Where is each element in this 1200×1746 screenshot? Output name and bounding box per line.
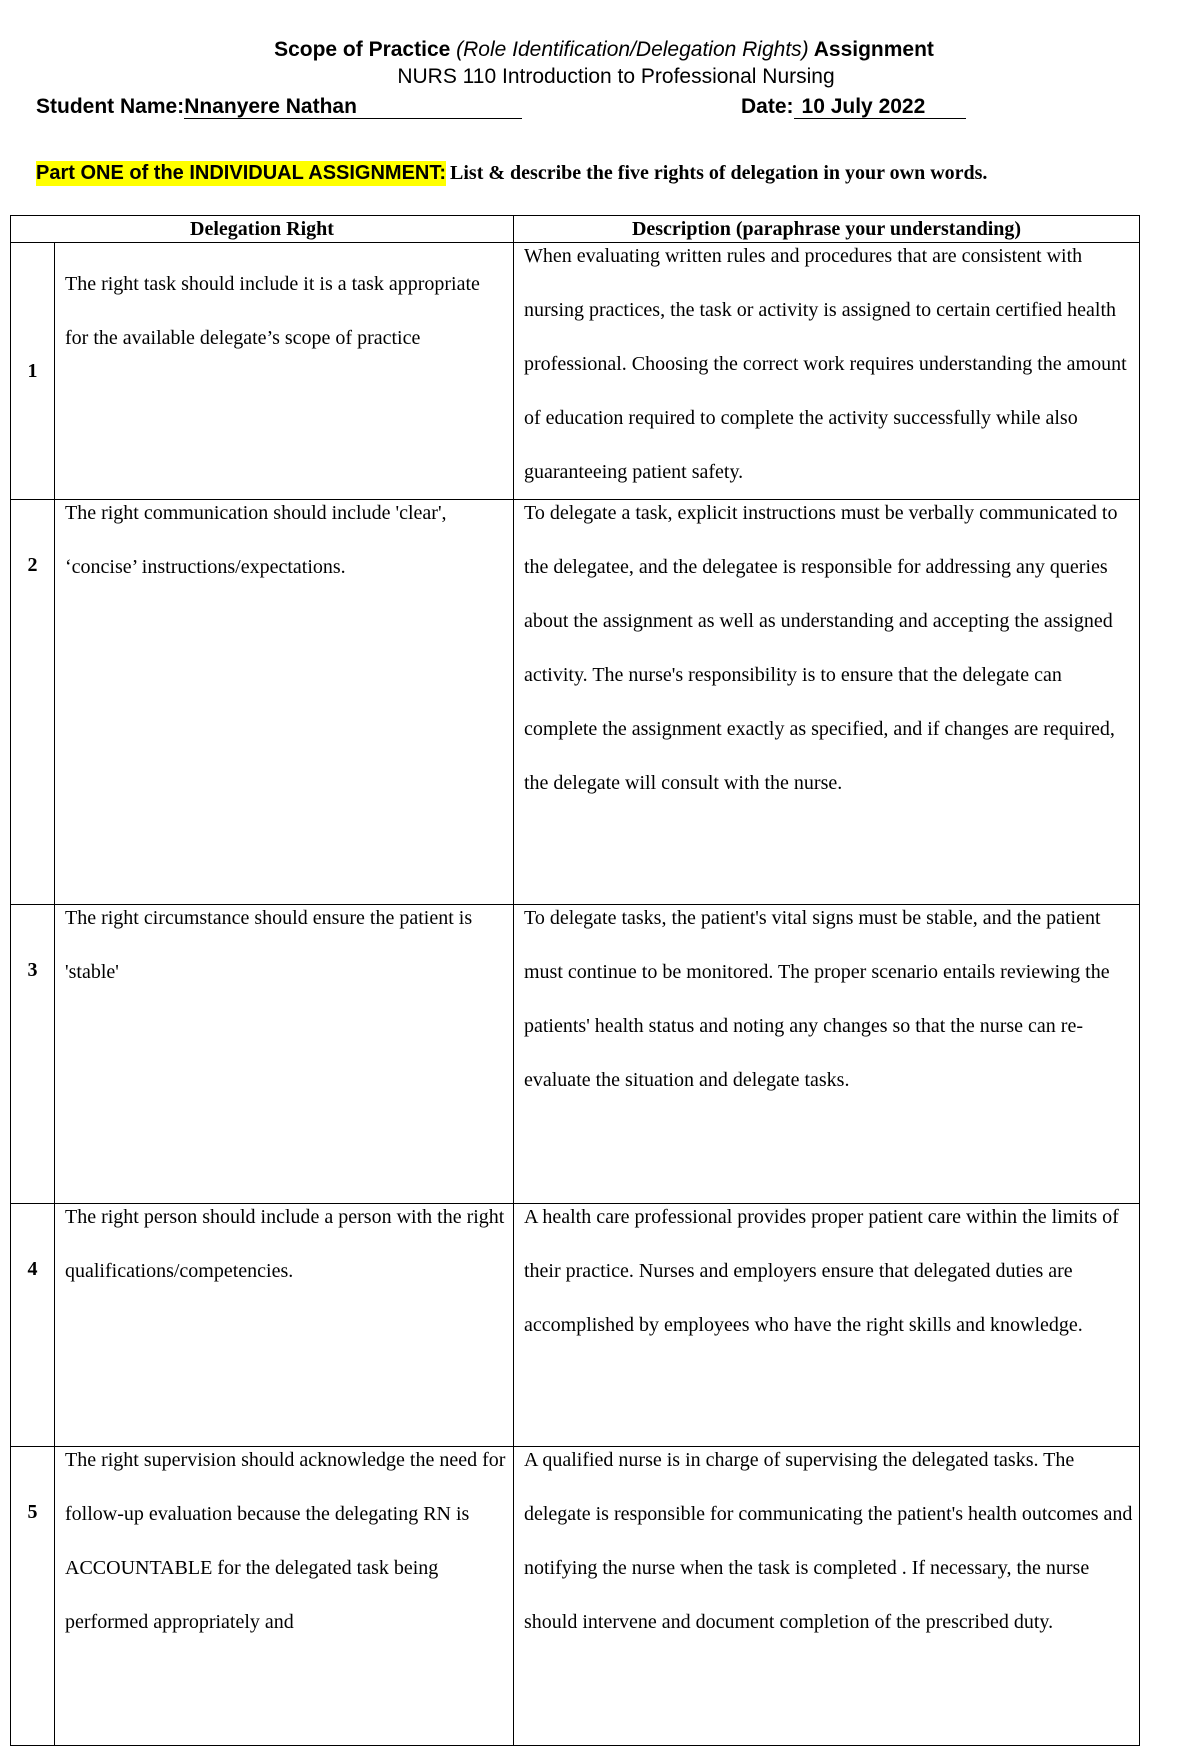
row-number: 5	[11, 1447, 55, 1746]
part-one-heading	[36, 162, 987, 185]
part-one-highlight: Part ONE of the INDIVIDUAL ASSIGNMENT:	[36, 162, 447, 184]
row-number: 1	[11, 243, 55, 500]
description-cell	[514, 1204, 1140, 1447]
date-value: 10 July 2022	[794, 96, 966, 119]
assignment-title	[4, 38, 1200, 62]
delegation-right-text: The right task should include it is a task appropriate for the available delegate’s scope of practice	[65, 273, 480, 349]
delegation-right-cell	[55, 1204, 514, 1447]
part-one-instruction: List & describe the five rights of delegation in your own words.	[450, 162, 988, 184]
student-name-row	[36, 95, 522, 119]
title-italic: (Role Identification/Delegation Rights)	[456, 38, 809, 61]
delegation-rights-table	[10, 215, 1140, 1746]
column-header-delegation-right: Delegation Right	[11, 216, 514, 243]
description-cell	[514, 243, 1140, 500]
row-number: 4	[11, 1204, 55, 1447]
row-number: 3	[11, 905, 55, 1204]
date-row	[741, 95, 966, 119]
delegation-right-cell	[55, 1447, 514, 1746]
delegation-right-cell	[55, 500, 514, 905]
description-text: A qualified nurse is in charge of supervising the delegated tasks. The delegate is responsible for communicating the patient's health outcomes and notifying the nurse when the task is completed . If necessary, the nurse should intervene and document completion of the prescribed duty.	[524, 1449, 1133, 1633]
student-name-label: Student Name:	[36, 95, 185, 118]
description-cell	[514, 905, 1140, 1204]
table-row	[11, 1204, 1140, 1447]
description-text: When evaluating written rules and procedures that are consistent with nursing practices, the task or activity is assigned to certain certified health professional. Choosing the correct work requires understanding the amount of education required to complete the activity successfully while also guaranteeing patient safety.	[524, 245, 1127, 483]
student-name-value: Nnanyere Nathan	[184, 96, 522, 119]
title-bold-2: Assignment	[813, 38, 934, 61]
table-row	[11, 1447, 1140, 1746]
delegation-right-cell	[55, 243, 514, 500]
date-label: Date:	[741, 95, 794, 118]
delegation-right-text: The right communication should include 'clear', ‘concise’ instructions/expectations.	[65, 502, 447, 578]
table-row	[11, 500, 1140, 905]
delegation-right-text: The right circumstance should ensure the patient is 'stable'	[65, 907, 473, 983]
delegation-right-text: The right supervision should acknowledge the need for follow-up evaluation because the delegating RN is ACCOUNTABLE for the delegated task being performed appropriately and	[65, 1449, 506, 1633]
row-number: 2	[11, 500, 55, 905]
title-bold-1: Scope of Practice	[274, 38, 451, 61]
description-text: A health care professional provides proper patient care within the limits of their practice. Nurses and employers ensure that delegated duties are accomplished by employees who have the right skills and knowledge.	[524, 1206, 1119, 1336]
description-text: To delegate tasks, the patient's vital signs must be stable, and the patient must continue to be monitored. The proper scenario entails reviewing the patients' health status and noting any changes so that the nurse can re-evaluate the situation and delegate tasks.	[524, 907, 1110, 1091]
delegation-right-text: The right person should include a person with the right qualifications/competencies.	[65, 1206, 505, 1282]
table-row	[11, 243, 1140, 500]
column-header-description: Description (paraphrase your understanding)	[514, 216, 1140, 243]
delegation-right-cell	[55, 905, 514, 1204]
course-title: NURS 110 Introduction to Professional Nursing	[397, 65, 835, 88]
table-row	[11, 905, 1140, 1204]
description-cell	[514, 500, 1140, 905]
description-text: To delegate a task, explicit instructions must be verbally communicated to the delegatee, and the delegatee is responsible for addressing any queries about the assignment as well as understanding and accepting the assigned activity. The nurse's responsibility is to ensure that the delegate can complete the assignment exactly as specified, and if changes are required, the delegate will consult with the nurse.	[524, 502, 1118, 794]
description-cell	[514, 1447, 1140, 1746]
